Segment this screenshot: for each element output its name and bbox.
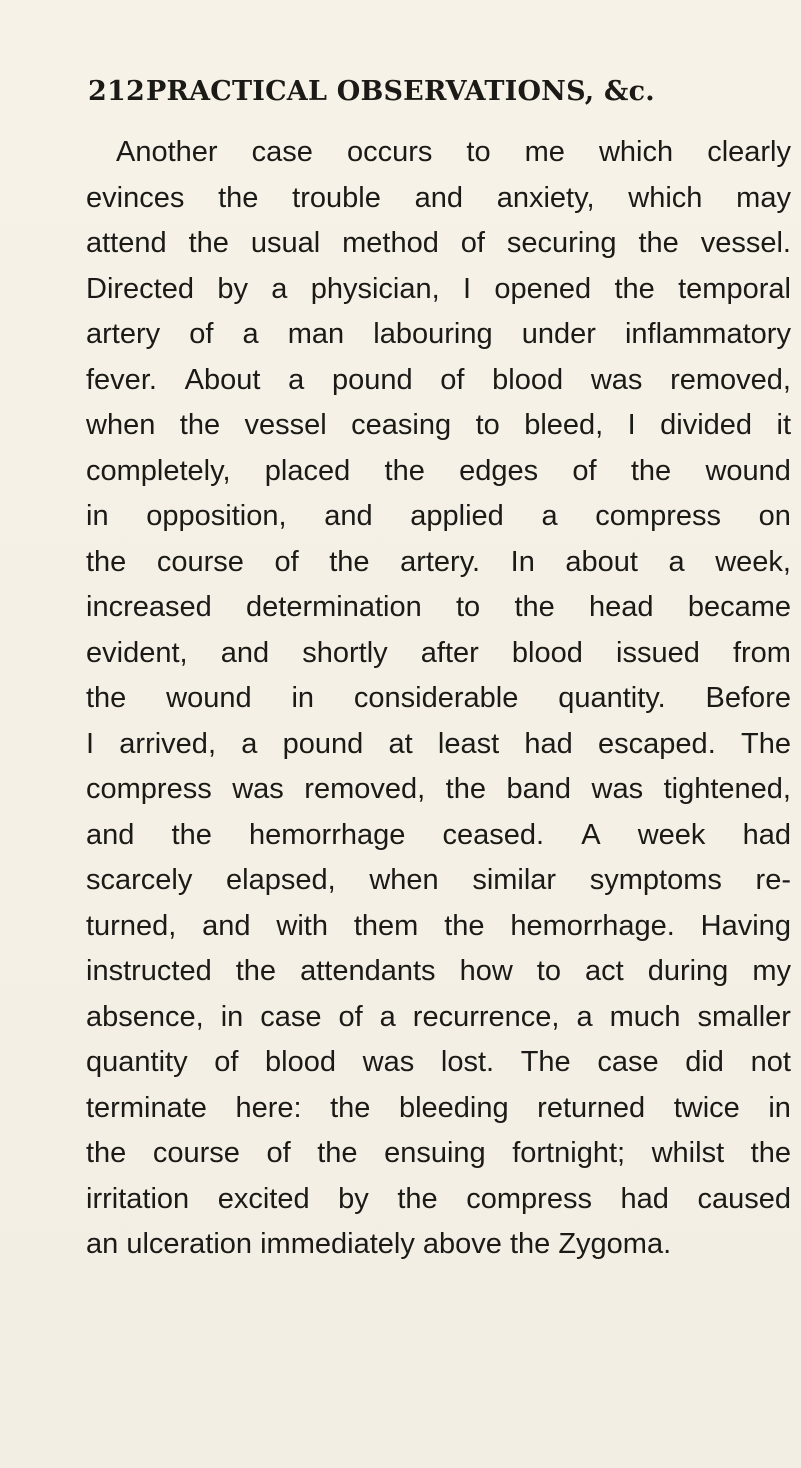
word: from [732, 636, 791, 669]
word: the [330, 1091, 371, 1124]
word: considerable [353, 682, 519, 714]
text-line [86, 494, 791, 540]
word: did [685, 1046, 724, 1078]
word: I [86, 727, 95, 760]
word: which [598, 136, 674, 168]
word: of [274, 545, 299, 578]
word: edges [459, 454, 539, 487]
word: the [514, 591, 555, 623]
word: much [609, 1000, 681, 1033]
word: lost. [440, 1046, 495, 1078]
word: applied [410, 500, 504, 532]
word: after [420, 636, 479, 669]
word: the [86, 1137, 127, 1169]
text-line [86, 631, 791, 677]
text-line [86, 449, 791, 495]
page-number: 212 [88, 76, 145, 107]
text-line: an ulceration immediately above the Zygoma. [86, 1228, 672, 1260]
text-line [86, 1177, 791, 1223]
word: the [317, 1137, 358, 1169]
word: when [369, 864, 439, 896]
word: method [342, 227, 439, 259]
word: to [475, 409, 500, 441]
word: opposition, [146, 500, 287, 532]
word: in [86, 500, 109, 532]
word: compress [86, 773, 212, 805]
word: of [572, 454, 597, 487]
text-line [86, 858, 791, 904]
word: escaped. [598, 727, 716, 760]
word: inflammatory [624, 318, 791, 350]
word: case [260, 1000, 322, 1033]
word: week [637, 818, 706, 851]
word: a [576, 1000, 593, 1033]
word: man [287, 318, 345, 350]
word: the [86, 682, 127, 714]
word: returned [537, 1091, 646, 1124]
text-line [86, 904, 791, 950]
word: act [584, 955, 624, 987]
word: by [338, 1182, 369, 1215]
word: which [628, 181, 703, 214]
word: case [251, 136, 313, 168]
word: tightened, [663, 773, 791, 805]
word: head [589, 591, 654, 623]
word: I [463, 272, 472, 305]
word: irritation [86, 1182, 190, 1215]
word: The [520, 1046, 571, 1078]
word: of [266, 1137, 291, 1169]
word: ensuing [384, 1137, 486, 1169]
word: scarcely [86, 864, 193, 896]
word: bleed, [524, 409, 604, 441]
word: in [768, 1091, 791, 1124]
word: symptoms [589, 864, 722, 896]
word: of [460, 227, 485, 259]
word: the [444, 909, 485, 942]
word: excited [217, 1182, 310, 1215]
word: removed, [670, 363, 791, 396]
word: course [156, 545, 244, 578]
text-line [86, 1131, 791, 1177]
word: here: [235, 1091, 302, 1124]
word: band [506, 773, 572, 805]
text-line [86, 722, 791, 768]
word: bleeding [398, 1091, 509, 1124]
word: and [86, 818, 135, 851]
word: a [541, 500, 558, 532]
text-line [86, 176, 791, 222]
word: elapsed, [226, 864, 336, 896]
word: a [668, 545, 685, 578]
word: a [379, 1000, 396, 1033]
word: a [242, 318, 259, 350]
text-line [86, 403, 791, 449]
word: About [184, 363, 261, 396]
word: the [235, 955, 277, 987]
word: securing [506, 227, 617, 259]
word: vessel [244, 409, 327, 441]
word: the [86, 545, 127, 578]
word: of [338, 1000, 363, 1033]
word: divided [660, 409, 753, 441]
word: blood [511, 636, 583, 669]
word: wound [166, 682, 252, 714]
word: labouring [373, 318, 493, 350]
word: the [171, 818, 212, 851]
word: Directed [86, 272, 194, 305]
word: ceasing [351, 409, 452, 441]
text-line [86, 1086, 791, 1132]
word: least [437, 727, 500, 760]
word: shortly [302, 636, 388, 669]
word: terminate [86, 1091, 207, 1124]
word: in [220, 1000, 244, 1033]
word: attendants [300, 955, 436, 987]
word: the [750, 1137, 791, 1169]
word: was [362, 1046, 415, 1078]
word: a [288, 363, 305, 396]
text-line [86, 585, 791, 631]
word: course [152, 1137, 240, 1169]
word: anxiety, [496, 181, 595, 214]
word: was [232, 773, 284, 805]
word: not [750, 1046, 791, 1078]
word: whilst [651, 1137, 725, 1169]
word: evident, [86, 636, 188, 669]
word: evinces [86, 181, 185, 214]
word: became [687, 591, 791, 623]
word: during [647, 955, 729, 987]
word: The [740, 727, 791, 760]
word: physician, [310, 272, 440, 305]
word: increased [86, 591, 212, 623]
page-header [88, 74, 788, 110]
word: on [758, 500, 791, 532]
word: had [620, 1182, 669, 1215]
text-line [86, 540, 791, 586]
word: hemorrhage. [510, 909, 675, 942]
word: temporal [678, 272, 791, 305]
word: of [189, 318, 214, 350]
word: hemorrhage [249, 818, 406, 851]
word: smaller [697, 1000, 791, 1033]
word: and [220, 636, 270, 669]
word: pound [282, 727, 364, 760]
word: determination [246, 591, 422, 623]
text-line [86, 995, 791, 1041]
word: usual [250, 227, 321, 259]
word: when [86, 409, 156, 441]
running-head: PRACTICAL OBSERVATIONS, &c. [146, 76, 655, 107]
word: Before [705, 682, 791, 714]
text-line [86, 813, 791, 859]
word: compress [466, 1182, 592, 1215]
word: instructed [86, 955, 212, 987]
word: placed [264, 454, 351, 487]
text-line [86, 130, 791, 176]
word: had [524, 727, 573, 760]
word: clearly [707, 136, 791, 168]
word: occurs [346, 136, 433, 168]
text-line [86, 358, 791, 404]
word: to [466, 136, 491, 168]
word: artery [86, 318, 161, 350]
word: the [384, 454, 425, 487]
word: the [445, 773, 486, 805]
word: week, [715, 545, 791, 578]
text-line [86, 949, 791, 995]
word: vessel. [700, 227, 791, 259]
word: opened [494, 272, 592, 305]
word: and [202, 909, 251, 942]
word: and [414, 181, 463, 214]
word: attend [86, 227, 167, 259]
word: of [440, 363, 465, 396]
text-line [86, 676, 791, 722]
word: my [752, 955, 791, 987]
word: a [271, 272, 288, 305]
word: issued [616, 636, 700, 669]
word: the [638, 227, 679, 259]
word: trouble [292, 181, 381, 214]
word: A [581, 818, 601, 851]
word: the [218, 181, 259, 214]
word: quantity [86, 1046, 188, 1078]
text-line [86, 767, 791, 813]
word: caused [697, 1182, 791, 1215]
word: pound [331, 363, 413, 396]
text-line [86, 312, 791, 358]
word: by [217, 272, 248, 305]
word: them [353, 909, 419, 942]
word: to [456, 591, 481, 623]
word: artery. [400, 545, 481, 578]
word: with [276, 909, 328, 942]
text-line [86, 267, 791, 313]
word: ceased. [442, 818, 545, 851]
word: the [329, 545, 370, 578]
word: Another [116, 136, 218, 168]
word: had [742, 818, 791, 851]
word: blood [265, 1046, 337, 1078]
text-line [86, 221, 791, 267]
word: wound [705, 454, 791, 487]
word: at [388, 727, 413, 760]
word: and [324, 500, 373, 532]
word: turned, [86, 909, 177, 942]
word: quantity. [558, 682, 666, 714]
word: a [241, 727, 258, 760]
word: absence, [86, 1000, 204, 1033]
word: fortnight; [512, 1137, 626, 1169]
word: was [590, 363, 643, 396]
word: blood [492, 363, 564, 396]
word: twice [673, 1091, 740, 1124]
word: similar [472, 864, 557, 896]
word: fever. [86, 363, 157, 396]
word: the [614, 272, 655, 305]
word: it [776, 409, 791, 441]
word: Having [700, 909, 791, 942]
word: case [597, 1046, 659, 1078]
word: the [188, 227, 229, 259]
word: to [536, 955, 561, 987]
word: re- [755, 864, 791, 896]
word: of [214, 1046, 239, 1078]
word: in [291, 682, 315, 714]
word: may [736, 181, 791, 214]
word: In [510, 545, 535, 578]
word: the [179, 409, 221, 441]
word: arrived, [119, 727, 216, 760]
word: recurrence, [412, 1000, 560, 1033]
text-line [86, 1040, 791, 1086]
word: compress [595, 500, 721, 532]
word: how [459, 955, 513, 987]
word: was [591, 773, 644, 805]
word: I [627, 409, 636, 441]
word: the [397, 1182, 438, 1215]
word: the [630, 454, 672, 487]
word: removed, [304, 773, 426, 805]
word: under [521, 318, 596, 350]
word: about [565, 545, 638, 578]
word: me [524, 136, 565, 168]
word: completely, [86, 454, 231, 487]
body-paragraph [86, 130, 791, 1268]
